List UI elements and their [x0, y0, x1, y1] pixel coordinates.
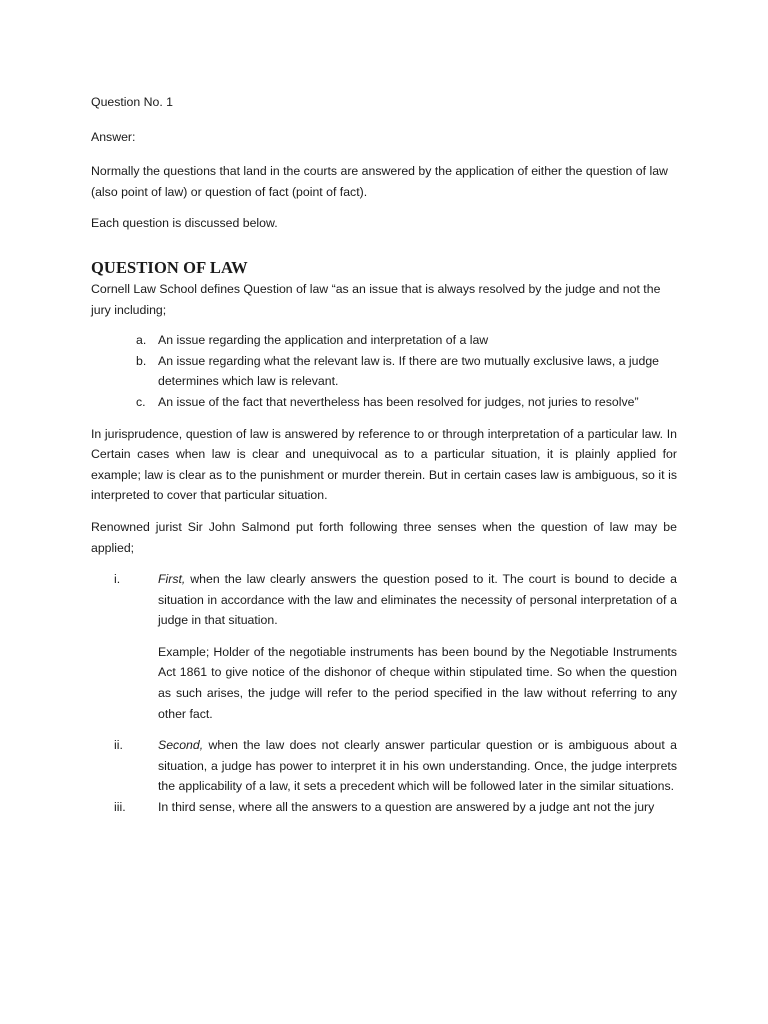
list-item-text: An issue of the fact that nevertheless has been resolved for judges, not juries to resolve” [158, 394, 639, 409]
definition-paragraph: Cornell Law School defines Question of law “as an issue that is always resolved by the judge and not the jury including; [91, 281, 661, 317]
jurisprudence-paragraph: In jurisprudence, question of law is answered by reference to or through interpretation of a particular law. In Certain cases when law is clear and unequivocal as to a particular situation, it is plainly applied for example; law is clear as to the punishment or murder therein. But in certain cases law is ambiguous, so it is interpreted to cover that particular situation. [91, 426, 677, 503]
list-item [91, 569, 677, 724]
list-item-text: An issue regarding what the relevant law is. If there are two mutually exclusive laws, a judge determines which law is relevant. [158, 353, 660, 389]
sense-third-text: In third sense, where all the answers to a question are answered by a judge ant not the jury [158, 800, 655, 815]
sense-lead: First, [158, 572, 186, 587]
list-marker: iii. [114, 800, 126, 815]
sense-text: when the law does not clearly answer particular question or is ambiguous about a situation, a judge has power to interpret it in his own understanding. Once, the judge interprets the applicability of a law, it sets a precedent which will be followed later in the similar situations. [158, 738, 677, 794]
list-marker: ii. [114, 738, 123, 753]
intro-paragraph: Normally the questions that land in the courts are answered by the application of either the question of law (also point of law) or question of fact (point of fact). [91, 164, 668, 199]
sense-first-text [158, 569, 677, 631]
list-marker: c. [136, 394, 146, 409]
list-marker: b. [136, 353, 147, 368]
document-body [91, 92, 677, 818]
sense-lead: Second, [158, 738, 204, 753]
senses-list [91, 569, 677, 818]
list-item-text: An issue regarding the application and interpretation of a law [158, 333, 489, 348]
list-marker: i. [114, 572, 121, 587]
discussed-line: Each question is discussed below. [91, 216, 278, 231]
list-item [91, 735, 677, 797]
definition-list [91, 330, 677, 412]
answer-label: Answer: [91, 129, 136, 144]
question-title: Question No. 1 [91, 95, 174, 109]
salmond-paragraph: Renowned jurist Sir John Salmond put forth following three senses when the question of law may be applied; [91, 519, 677, 555]
sense-example: Example; Holder of the negotiable instruments has been bound by the Negotiable Instruments Act 1861 to give notice of the dishonor of cheque within stipulated time. So when the question as such arises, the judge will refer to the period specified in the law without referring to any other fact. [158, 644, 677, 721]
list-item [91, 330, 677, 351]
sense-second-text [158, 735, 677, 797]
list-item [91, 392, 677, 413]
sense-text: when the law clearly answers the question posed to it. The court is bound to decide a situation in accordance with the law and eliminates the necessity of personal interpretation of a judge in that situation. [158, 572, 677, 628]
section-heading: QUESTION OF LAW [91, 257, 248, 277]
list-marker: a. [136, 333, 147, 348]
list-item [91, 351, 677, 392]
list-item [91, 797, 677, 818]
